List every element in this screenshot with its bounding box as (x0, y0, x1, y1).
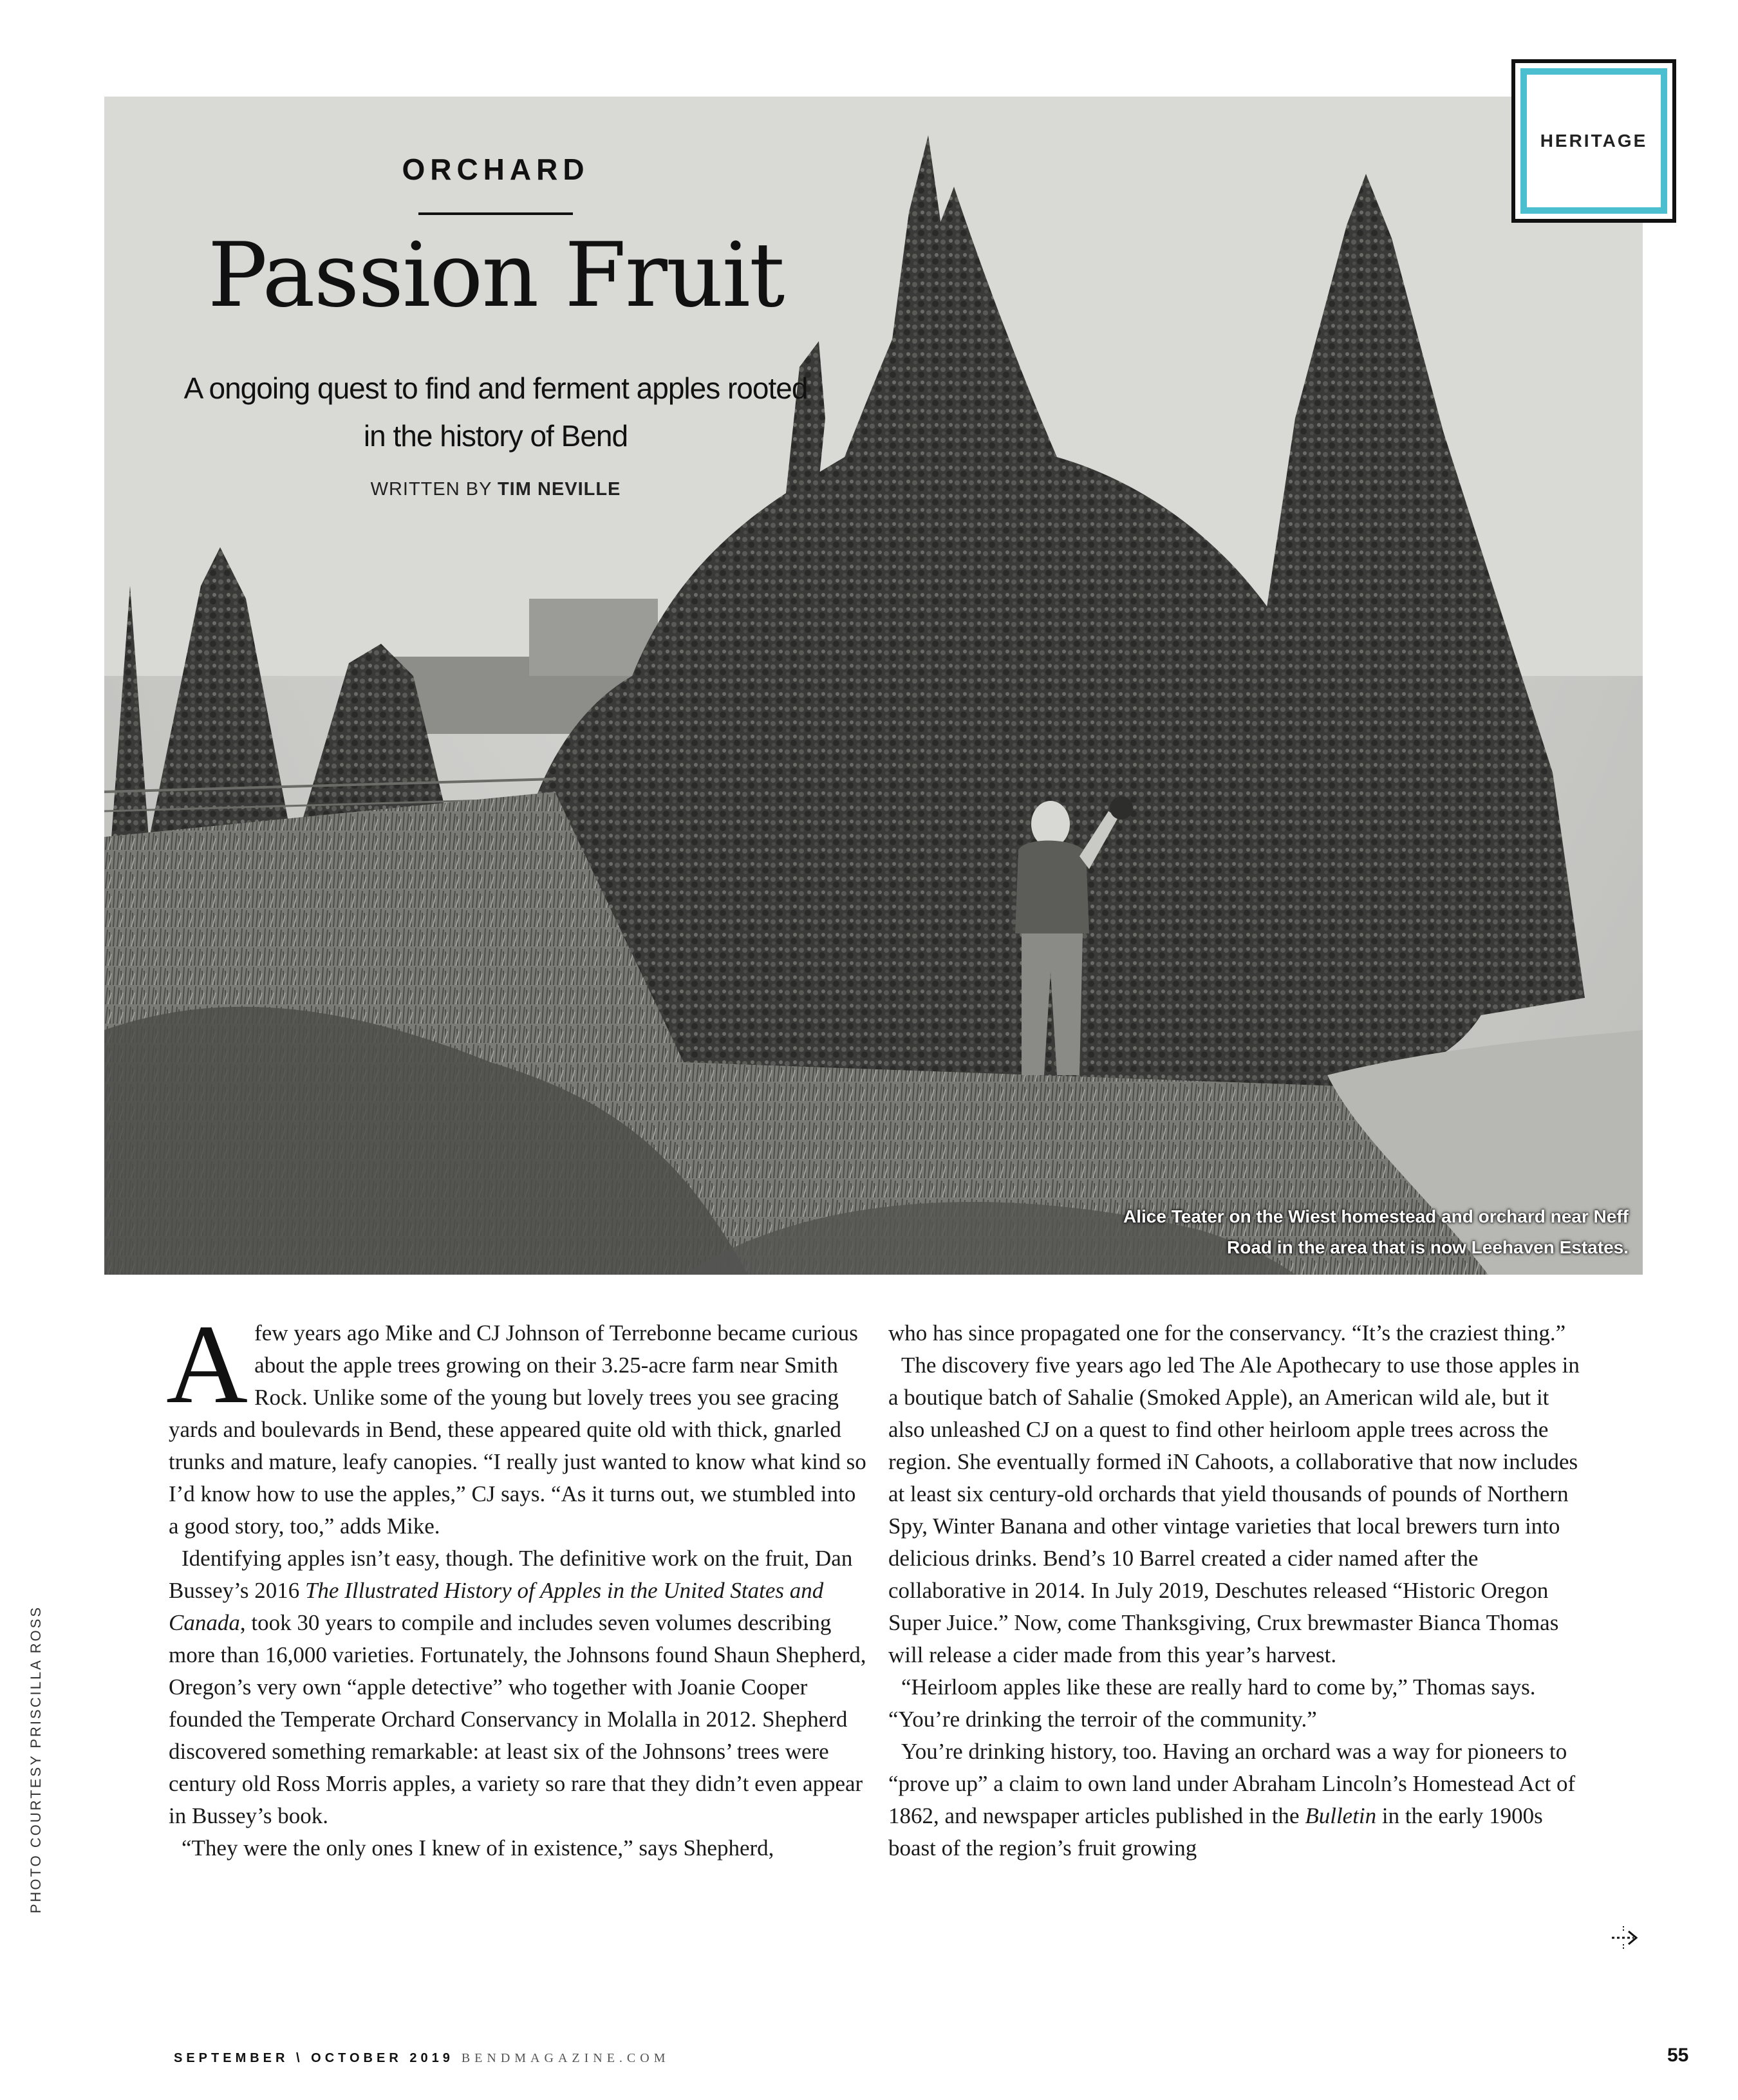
paragraph-3: “They were the only ones I knew of in existence,” says Shepherd, (182, 1835, 774, 1861)
kicker: ORCHARD (402, 153, 590, 186)
page-number: 55 (1667, 2045, 1689, 2066)
newspaper-title: Bulletin (1305, 1803, 1377, 1828)
paragraph-2-text-a: Identifying apples isn’t easy, though. The definitive work on the fruit, Dan Bussey’s 2016 (169, 1546, 853, 1603)
paragraph-1-text: few years ago Mike and CJ Johnson of Terrebonne became curious about the apple trees growing on their 3.25-acre farm near Smith Rock. Unlike some of the young but lovely trees you see gracing yards and boulevards in Bend, these appeared quite old with thick, gnarled trunks and mature, leafy canopies. “I really just wanted to know what kind so I’d know how to use the apples,” CJ says. “As it turns out, we stumbled into a good story, too,” adds Mike. (169, 1320, 866, 1539)
paragraph-7-text-b: in the early 1900s boast of the region’s fruit growing (888, 1803, 1543, 1861)
paragraph-7 (888, 1736, 1590, 1864)
footer-site: BENDMAGAZINE.COM (461, 2051, 670, 2065)
paragraph-4: who has since propagated one for the conservancy. “It’s the craziest thing.” (888, 1320, 1566, 1345)
byline-author: TIM NEVILLE (497, 479, 621, 500)
page-footer (174, 2051, 670, 2066)
kicker-divider (418, 212, 573, 215)
continue-arrow-icon (1609, 1925, 1641, 1951)
article-dek (154, 364, 837, 460)
paragraph-2 (169, 1542, 870, 1832)
section-badge (1511, 59, 1676, 223)
byline (296, 479, 695, 500)
footer-issue: SEPTEMBER \ OCTOBER 2019 (174, 2051, 454, 2065)
byline-prefix: WRITTEN BY (370, 479, 492, 500)
dek-line-1: A ongoing quest to find and ferment apples rooted (183, 371, 808, 405)
drop-cap: A (166, 1302, 248, 1427)
caption-line-2: Road in the area that is now Leehaven Estates. (1227, 1237, 1629, 1257)
photo-credit: PHOTO COURTESY PRISCILLA ROSS (28, 1605, 44, 1914)
paragraph-5: The discovery five years ago led The Ale Apothecary to use those apples in a boutique batch of Sahalie (Smoked Apple), an American wild ale, but it also unleashed CJ on a quest to find other heirloom apple trees across the region. She eventually formed iN Cahoots, a collaborative that now includes at least six century-old orchards that yield thousands of pounds of Northern Spy, Winter Banana and other vintage varieties that local brewers turn into delicious drinks. Bend’s 10 Barrel created a cider named after the collaborative in 2014. In July 2019, Deschutes released “Historic Oregon Super Juice.” Now, come Thanksgiving, Crux brewmaster Bianca Thomas will release a cider made from this year’s harvest. (888, 1353, 1580, 1667)
book-title: The Illustrated History of Apples in the United States and Canada (169, 1578, 824, 1635)
body-column-1 (166, 1302, 870, 1864)
dek-line-2: in the history of Bend (363, 419, 628, 453)
photo-caption (1030, 1201, 1629, 1263)
article-title: Passion Fruit (207, 223, 784, 327)
paragraph-7-text-a: You’re drinking history, too. Having an orchard was a way for pioneers to “prove up” a claim to own land under Abraham Lincoln’s Homestead Act of 1862, and newspaper articles published in the (888, 1739, 1576, 1828)
paragraph-6: “Heirloom apples like these are really hard to come by,” Thomas says. “You’re drinking the terroir of the community.” (888, 1674, 1536, 1732)
badge-label-box (1527, 75, 1661, 207)
paragraph-2-text-b: , took 30 years to compile and includes seven volumes describing more than 16,000 varieties. Fortunately, the Johnsons found Shaun Shepherd, Oregon’s very own “apple detective” who together with Joanie Cooper founded the Temperate Orchard Conservancy in Molalla in 2012. Shepherd discovered something remarkable: at least six of the Johnsons’ trees were century old Ross Morris apples, a variety so rare that they didn’t even appear in Bussey’s book. (169, 1610, 866, 1828)
caption-line-1: Alice Teater on the Wiest homestead and orchard near Neff (1123, 1206, 1629, 1226)
section-badge-label: HERITAGE (1540, 131, 1648, 151)
paragraph-1 (166, 1302, 870, 1542)
body-column-2 (888, 1317, 1590, 1864)
